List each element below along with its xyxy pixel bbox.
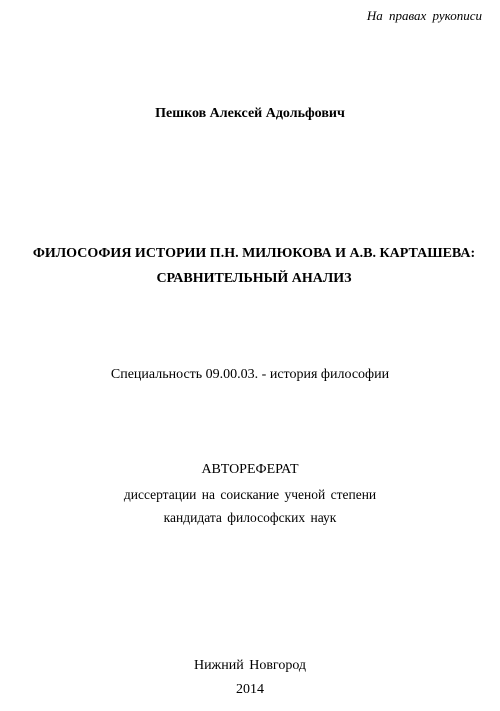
specialty-line: Специальность 09.00.03. - история философии [110,367,390,382]
publication-year: 2014 [236,682,264,697]
degree-purpose-line-1: диссертации на соискание ученой степени [123,487,377,502]
publication-city: Нижний Новгород [193,658,307,673]
thesis-title-line-1: ФИЛОСОФИЯ ИСТОРИИ П.Н. МИЛЮКОВА И А.В. КАРТАШЕВА: [32,246,476,261]
thesis-title-line-2: СРАВНИТЕЛЬНЫЙ АНАЛИЗ [156,271,352,286]
manuscript-note: На правах рукописи [366,8,482,23]
degree-purpose-line-2: кандидата философских наук [163,510,337,525]
document-type: АВТОРЕФЕРАТ [201,462,299,477]
author-name: Пешков Алексей Адольфович [155,106,345,121]
